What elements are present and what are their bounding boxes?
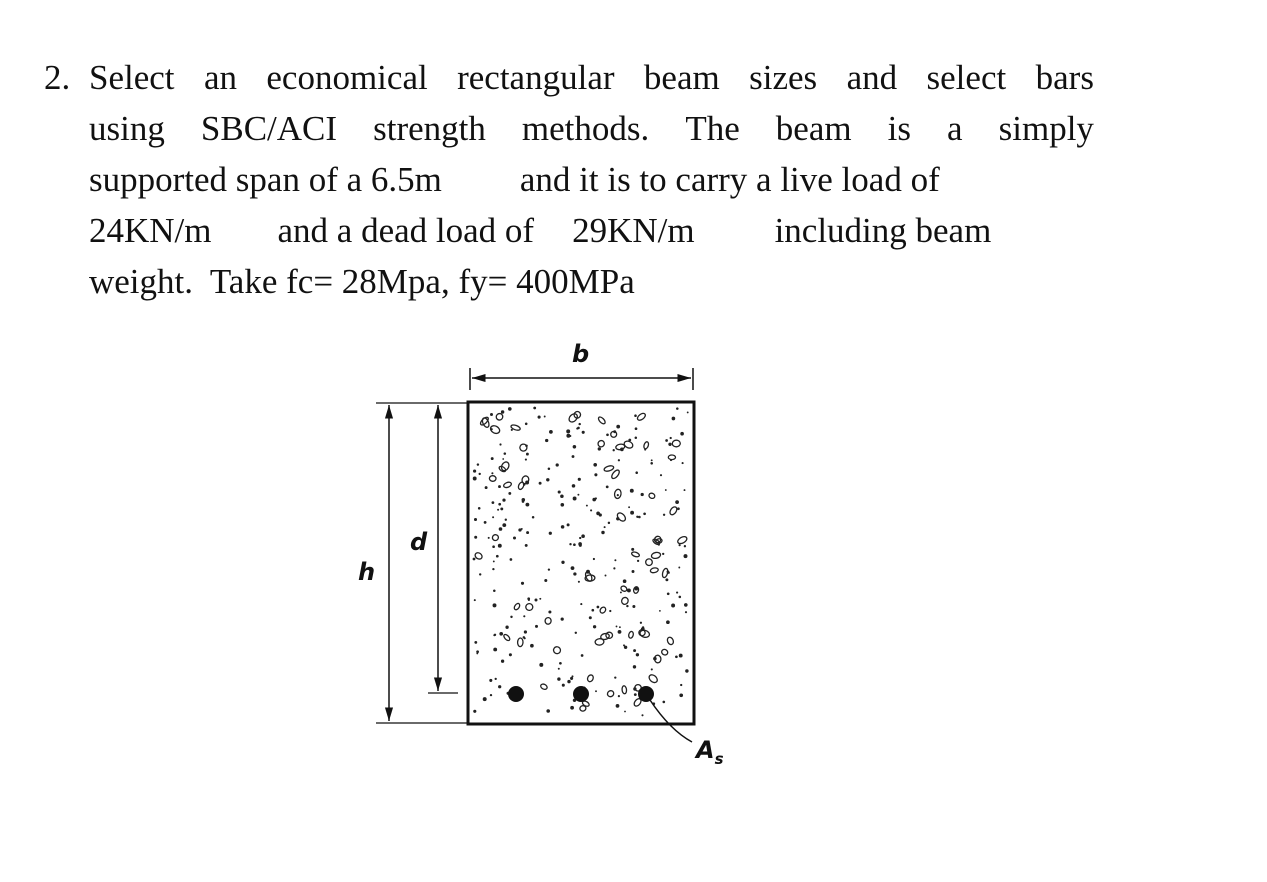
problem-line-1: [89, 52, 1094, 103]
live-load-value: 24KN/m: [89, 211, 212, 250]
word: an: [203, 58, 237, 97]
aggregate-dot: [560, 494, 564, 498]
aggregate-dot: [490, 694, 492, 696]
word: using: [89, 109, 165, 148]
aggregate-dot: [616, 704, 620, 708]
aggregate-dot: [608, 522, 610, 524]
word: Select: [89, 58, 175, 97]
aggregate-dot: [679, 544, 681, 546]
aggregate-dot: [662, 701, 665, 704]
aggregate-dot: [556, 463, 559, 466]
aggregate-dot: [473, 558, 476, 561]
aggregate-dot: [493, 560, 495, 562]
aggregate-dot: [684, 603, 688, 607]
aggregate-dot: [665, 439, 668, 442]
aggregate-dot: [499, 443, 501, 445]
aggregate-dot: [526, 531, 529, 534]
aggregate-dot: [624, 711, 626, 713]
word: methods.: [521, 109, 650, 148]
word: strength: [373, 109, 486, 148]
aggregate-dot: [498, 485, 501, 488]
aggregate-dot: [636, 516, 638, 518]
aggregate-dot: [528, 599, 530, 601]
aggregate-dot: [575, 632, 577, 634]
aggregate-dot: [614, 676, 616, 678]
aggregate-dot: [570, 706, 574, 710]
aggregate-dot: [630, 489, 634, 493]
aggregate-dot: [682, 462, 684, 464]
aggregate-dot: [499, 527, 503, 531]
aggregate-dot: [613, 567, 615, 569]
aggregate-dot: [679, 654, 683, 658]
aggregate-dot: [687, 411, 689, 413]
word: bars: [1035, 58, 1094, 97]
aggregate-dot: [548, 610, 551, 613]
aggregate-dot: [539, 598, 541, 600]
aggregate-dot: [479, 473, 481, 475]
aggregate-dot: [521, 528, 523, 530]
material-properties: weight. Take fc= 28Mpa, fy= 400MPa: [89, 262, 635, 301]
aggregate-dot: [630, 511, 634, 515]
aggregate-dot: [477, 463, 479, 465]
aggregate-dot: [635, 427, 638, 430]
aggregate-dot: [566, 429, 570, 433]
aggregate-dot: [685, 669, 688, 672]
aggregate-dot: [632, 570, 635, 573]
aggregate-dot: [675, 655, 678, 658]
aggregate-dot: [635, 471, 638, 474]
aggregate-dot: [650, 462, 653, 465]
aggregate-dot: [504, 452, 507, 455]
aggregate-dot: [616, 625, 618, 627]
aggregate-dot: [493, 648, 497, 652]
word: a: [947, 109, 963, 148]
aggregate-dot: [593, 558, 595, 560]
aggregate-dot: [659, 610, 661, 612]
aggregate-dot: [502, 458, 504, 460]
aggregate-dot: [581, 654, 584, 657]
aggregate-dot: [573, 572, 576, 575]
aggregate-dot: [651, 459, 653, 461]
word: is: [887, 109, 911, 148]
aggregate-dot: [671, 604, 675, 608]
aggregate-dot: [530, 644, 534, 648]
aggregate-dot: [533, 407, 536, 410]
aggregate-dot: [578, 423, 580, 425]
aggregate-dot: [491, 472, 493, 474]
aggregate-dot: [501, 660, 504, 663]
aggregate-dot: [505, 519, 507, 521]
aggregate-dot: [618, 459, 620, 461]
aggregate-dot: [502, 523, 506, 527]
aggregate-dot: [521, 582, 524, 585]
aggregate-dot: [620, 591, 622, 593]
aggregate-dot: [667, 592, 670, 595]
aggregate-dot: [558, 490, 561, 493]
aggregate-dot: [595, 497, 597, 499]
aggregate-dot: [591, 609, 594, 612]
aggregate-dot: [636, 653, 639, 656]
word: simply: [998, 109, 1094, 148]
aggregate-dot: [680, 432, 684, 436]
aggregate-dot: [665, 578, 668, 581]
aggregate-dot: [567, 680, 570, 683]
aggregate-dot: [618, 695, 620, 697]
aggregate-dot: [684, 554, 688, 558]
aggregate-dot: [544, 416, 546, 418]
including-beam-text: including beam: [774, 211, 992, 250]
aggregate-dot: [597, 606, 600, 609]
aggregate-dot: [613, 449, 615, 451]
aggregate-dot: [576, 428, 578, 430]
aggregate-dot: [643, 512, 646, 515]
rebar-2: [573, 686, 589, 702]
aggregate-dot: [633, 649, 636, 652]
aggregate-dot: [641, 493, 644, 496]
aggregate-dot: [509, 653, 512, 656]
aggregate-dot: [662, 553, 664, 555]
word: The: [685, 109, 740, 148]
aggregate-dot: [526, 453, 529, 456]
aggregate-dot: [675, 500, 679, 504]
problem-line-5: [89, 256, 1094, 307]
aggregate-dot: [578, 478, 581, 481]
d-label: d: [410, 528, 428, 556]
aggregate-dot: [567, 523, 570, 526]
aggregate-dot: [590, 509, 592, 511]
problem-number: 2.: [44, 58, 71, 97]
aggregate-dot: [561, 503, 565, 507]
aggregate-dot: [492, 501, 495, 504]
aggregate-dot: [684, 489, 686, 491]
aggregate-dot: [618, 630, 622, 634]
aggregate-dot: [562, 684, 565, 687]
aggregate-dot: [492, 516, 494, 518]
aggregate-dot: [497, 509, 499, 511]
aggregate-dot: [505, 626, 508, 629]
aggregate-dot: [478, 507, 481, 510]
aggregate-dot: [498, 544, 502, 548]
aggregate-dot: [594, 473, 597, 476]
aggregate-dot: [606, 433, 609, 436]
aggregate-dot: [508, 492, 511, 495]
aggregate-dot: [548, 468, 551, 471]
aggregate-dot: [593, 463, 597, 467]
aggregate-dot: [680, 684, 682, 686]
aggregate-dot: [582, 431, 585, 434]
aggregate-dot: [485, 486, 488, 489]
h-label: h: [358, 558, 376, 586]
aggregate-dot: [663, 514, 665, 516]
aggregate-dot: [498, 685, 501, 688]
aggregate-dot: [679, 693, 683, 697]
aggregate-dot: [586, 505, 588, 507]
aggregate-dot: [593, 625, 596, 628]
aggregate-dot: [539, 663, 543, 667]
aggregate-dot: [589, 616, 592, 619]
aggregate-dot: [501, 410, 504, 413]
aggregate-dot: [474, 518, 477, 521]
aggregate-dot: [684, 545, 686, 547]
aggregate-dot: [525, 459, 527, 461]
word: SBC/ACI: [200, 109, 338, 148]
aggregate-dot: [495, 678, 497, 680]
aggregate-dot: [678, 567, 680, 569]
aggregate-dot: [572, 484, 576, 488]
aggregate-dot: [595, 690, 597, 692]
aggregate-dot: [499, 632, 503, 636]
aggregate-dot: [633, 665, 636, 668]
aggregate-dot: [571, 675, 573, 677]
aggregate-dot: [523, 615, 525, 617]
aggregate-dot: [614, 559, 616, 561]
aggregate-dot: [571, 566, 575, 570]
aggregate-dot: [634, 414, 637, 417]
aggregate-dot: [623, 579, 627, 583]
aggregate-dot: [484, 521, 487, 524]
aggregate-dot: [581, 534, 585, 538]
aggregate-dot: [474, 536, 477, 539]
aggregate-dot: [598, 447, 601, 450]
aggregate-dot: [474, 599, 476, 601]
aggregate-dot: [660, 474, 662, 476]
aggregate-dot: [635, 436, 638, 439]
aggregate-dot: [685, 611, 687, 613]
dead-load-value: 29KN/m: [572, 211, 695, 250]
aggregate-dot: [539, 482, 542, 485]
aggregate-dot: [510, 616, 512, 618]
aggregate-dot: [489, 679, 492, 682]
aggregate-dot: [632, 605, 635, 608]
aggregate-dot: [561, 525, 565, 529]
word: and: [846, 58, 898, 97]
aggregate-dot: [579, 537, 581, 539]
aggregate-dot: [473, 470, 476, 473]
dead-load-text: and a dead load of: [277, 211, 535, 250]
rebar-1: [508, 686, 524, 702]
aggregate-dot: [619, 626, 621, 628]
span-text: supported span of a 6.5m: [89, 160, 442, 199]
aggregate-dot: [496, 555, 499, 558]
aggregate-dot: [493, 590, 496, 593]
b-label: b: [572, 340, 590, 368]
aggregate-dot: [525, 423, 528, 426]
aggregate-dot: [573, 543, 576, 546]
aggregate-dot: [665, 489, 667, 491]
aggregate-dot: [557, 677, 560, 680]
aggregate-dot: [566, 434, 570, 438]
aggregate-dot: [670, 437, 672, 439]
word: select: [926, 58, 1007, 97]
aggregate-dot: [474, 641, 477, 644]
aggregate-dot: [605, 575, 607, 577]
rebar-3: [638, 686, 654, 702]
aggregate-dot: [606, 486, 609, 489]
aggregate-dot: [488, 537, 490, 539]
aggregate-dot: [672, 417, 676, 421]
aggregate-dot: [573, 445, 577, 449]
aggregate-dot: [498, 503, 501, 506]
aggregate-dot: [558, 668, 560, 670]
aggregate-dot: [679, 596, 682, 599]
aggregate-dot: [473, 710, 476, 713]
aggregate-dot: [525, 503, 529, 507]
aggregate-dot: [508, 407, 512, 411]
aggregate-dot: [493, 603, 497, 607]
aggregate-dot: [616, 425, 620, 429]
aggregate-dot: [596, 512, 600, 516]
aggregate-dot: [491, 457, 494, 460]
aggregate-dot: [479, 573, 481, 575]
aggregate-dot: [535, 625, 538, 628]
aggregate-dot: [548, 568, 550, 570]
aggregate-dot: [522, 500, 525, 503]
word: beam: [643, 58, 720, 97]
aggregate-dot: [510, 558, 513, 561]
aggregate-dot: [473, 477, 477, 481]
word: economical: [266, 58, 428, 97]
aggregate-dot: [546, 478, 549, 481]
aggregate-dot: [535, 599, 538, 602]
aggregate-dot: [492, 545, 495, 548]
aggregate-dot: [559, 662, 562, 665]
aggregate-dot: [561, 617, 564, 620]
aggregate-dot: [666, 620, 670, 624]
aggregate-dot: [631, 548, 634, 551]
aggregate-dot: [524, 630, 527, 633]
aggregate-dot: [476, 652, 478, 654]
aggregate-dot: [578, 581, 580, 583]
aggregate-dot: [637, 560, 639, 562]
as-label: $A_s$: [696, 736, 724, 768]
aggregate-dot: [676, 592, 678, 594]
problem-line-3: [89, 154, 1094, 205]
aggregate-dot: [572, 455, 575, 458]
problem-line-4: [89, 205, 1094, 256]
aggregate-dot: [604, 526, 606, 528]
aggregate-dot: [500, 507, 503, 510]
aggregate-dot: [549, 430, 553, 434]
aggregate-dot: [609, 610, 611, 612]
aggregate-dot: [569, 543, 571, 545]
aggregate-dot: [573, 497, 577, 501]
aggregate-dot: [483, 697, 487, 701]
word: beam: [775, 109, 852, 148]
aggregate-dot: [490, 413, 493, 416]
beam-section-svg: [340, 330, 760, 780]
aggregate-dot: [545, 439, 548, 442]
aggregate-dot: [502, 498, 505, 501]
aggregate-dot: [676, 407, 679, 410]
aggregate-dot: [580, 603, 582, 605]
aggregate-dot: [634, 693, 637, 696]
aggregate-dot: [651, 668, 653, 670]
aggregate-dot: [513, 536, 516, 539]
aggregate-dot: [544, 579, 547, 582]
beam-section-outline: [468, 402, 694, 724]
aggregate-dot: [538, 416, 541, 419]
aggregate-dot: [525, 544, 528, 547]
aggregate-dot: [579, 544, 582, 547]
aggregate-dot: [641, 714, 643, 716]
aggregate-dot: [549, 532, 552, 535]
aggregate-dot: [601, 531, 604, 534]
problem-line-2: [89, 103, 1094, 154]
live-load-text: and it is to carry a live load of: [519, 160, 940, 199]
aggregate-dot: [624, 646, 627, 649]
aggregate-dot: [561, 561, 564, 564]
aggregate-dot: [492, 568, 494, 570]
problem-text: [89, 52, 1094, 307]
word: sizes: [749, 58, 818, 97]
aggregate-dot: [546, 709, 550, 713]
aggregate-dot: [532, 516, 535, 519]
word: rectangular: [457, 58, 615, 97]
aggregate-dot: [628, 506, 630, 508]
aggregate-dot: [577, 494, 579, 496]
aggregate-dot: [617, 494, 619, 496]
aggregate-dot: [523, 636, 525, 638]
aggregate-dot: [494, 634, 496, 636]
aggregate-dot: [640, 622, 642, 624]
beam-cross-section-figure: [340, 330, 760, 780]
aggregate-dot: [668, 443, 671, 446]
aggregate-dot: [626, 605, 628, 607]
